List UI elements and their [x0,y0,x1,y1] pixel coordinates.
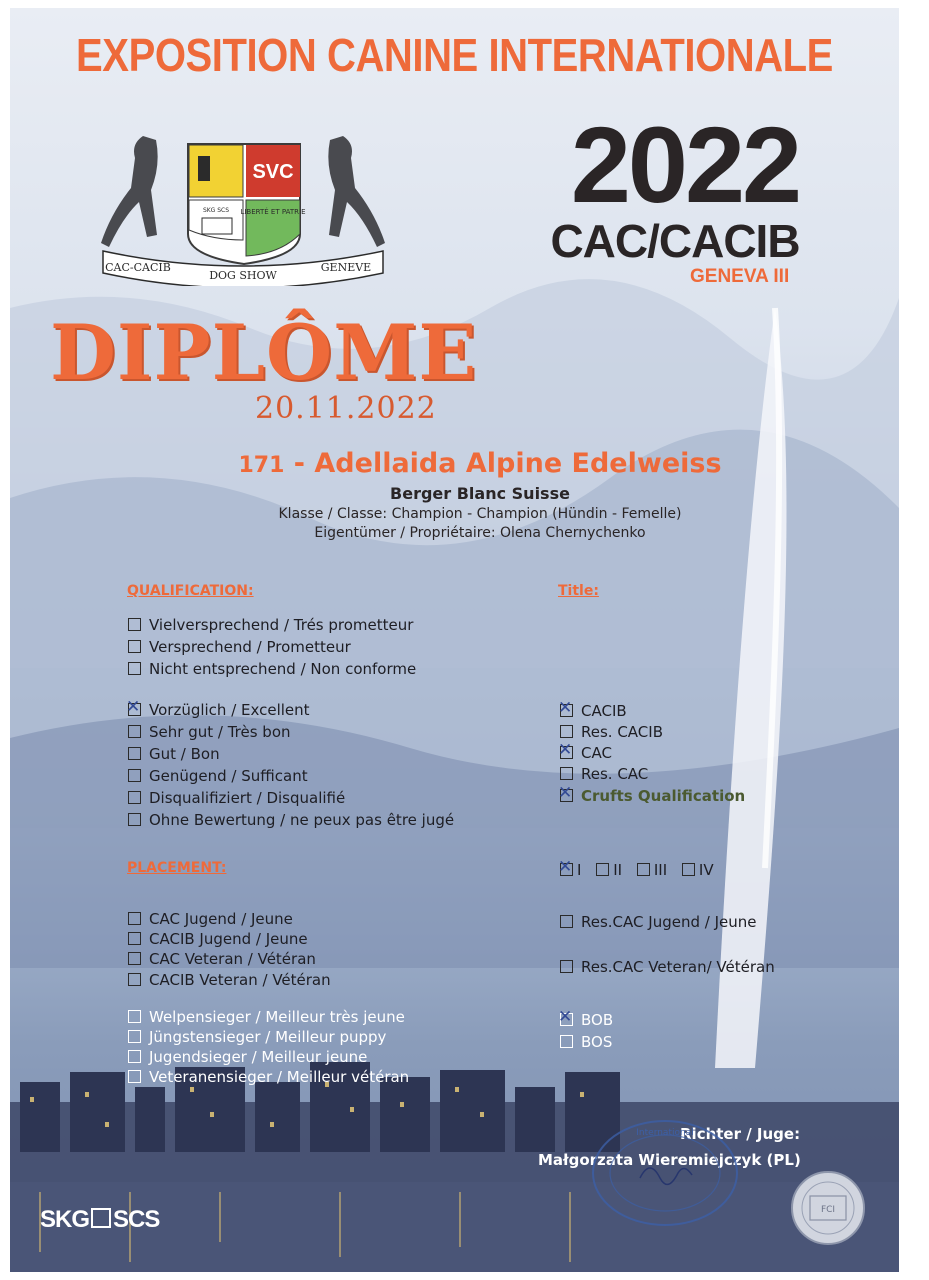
qualification-checkbox-item[interactable]: Versprechend / Prometteur [128,638,351,656]
checkbox[interactable] [560,915,573,928]
qualification-checkbox-item[interactable]: Disqualifiziert / Disqualifié [128,789,345,807]
svg-text:DOG SHOW: DOG SHOW [209,269,277,282]
checkbox[interactable] [560,767,573,780]
checkbox[interactable] [128,791,141,804]
checkbox[interactable] [128,1030,141,1043]
checkbox-checked[interactable] [560,746,573,759]
title-checkbox-item[interactable]: ✕Crufts Qualification [560,787,745,805]
qualification-heading: QUALIFICATION: [127,583,254,599]
checkbox[interactable] [560,725,573,738]
placement-checkbox-item[interactable]: Veteranensieger / Meilleur vétéran [128,1068,409,1086]
checkbox-checked[interactable] [560,789,573,802]
checkbox[interactable] [560,1035,573,1048]
greyhound-right-icon [328,136,385,247]
checkbox[interactable] [128,952,141,965]
svg-text:SVC: SVC [252,161,294,183]
qualification-checkbox-item[interactable]: Gut / Bon [128,745,220,763]
checkbox[interactable] [128,747,141,760]
checkbox[interactable] [128,1070,141,1083]
placement-checkbox-item[interactable]: CAC Veteran / Vétéran [128,950,316,968]
bob-checkbox-item[interactable]: ✕BOB [560,1011,613,1029]
placement-checkbox-item[interactable]: Jüngstensieger / Meilleur puppy [128,1028,386,1046]
qualification-checkbox-item[interactable]: Nicht entsprechend / Non conforme [128,660,416,678]
placement-heading: PLACEMENT: [127,860,227,876]
placement-checkbox-item[interactable]: Jugendsieger / Meilleur jeune [128,1048,367,1066]
checkbox[interactable] [128,1050,141,1063]
placement-checkbox-item[interactable]: CACIB Jugend / Jeune [128,930,308,948]
checkbox[interactable] [128,618,141,631]
placement-checkbox-item[interactable]: Welpensieger / Meilleur très jeune [128,1008,405,1026]
checkbox[interactable] [128,725,141,738]
checkbox[interactable] [128,973,141,986]
checkbox[interactable] [596,863,609,876]
greyhound-left-icon [101,136,158,247]
checkbox[interactable] [637,863,650,876]
bos-checkbox-item[interactable]: BOS [560,1033,612,1051]
dog-name: - Adellaida Alpine Edelweiss [293,448,722,479]
event-name: GENEVA III [690,266,790,287]
judge-stamp-signature [585,1113,745,1233]
judge-name: Małgorzata Wieremiejczyk (PL) [538,1151,801,1169]
qualification-checkbox-item[interactable]: Sehr gut / Très bon [128,723,291,741]
placement-checkbox-item[interactable]: Res.CAC Jugend / Jeune [560,913,756,931]
logo-separator-icon [91,1208,111,1228]
placement-checkbox-item[interactable]: Res.CAC Veteran/ Vétéran [560,958,775,976]
svg-text:International: International [636,1128,694,1138]
placement-checkbox-item[interactable]: CAC Jugend / Jeune [128,910,293,928]
svg-text:GENEVE: GENEVE [320,261,372,274]
class-line: Klasse / Classe: Champion - Champion (Hündin - Femelle) [278,506,682,522]
diploma-date: 20.11.2022 [255,391,437,426]
checkbox[interactable] [128,769,141,782]
checkbox[interactable] [128,912,141,925]
title-checkbox-item[interactable]: ✕CACIB [560,702,627,720]
diploma-sheet [10,8,899,1272]
checkbox-checked[interactable] [128,703,141,716]
checkbox[interactable] [128,932,141,945]
qualification-checkbox-item[interactable]: Vielversprechend / Trés prometteur [128,616,413,634]
dog-show-crest-logo [98,126,388,286]
title-heading: Title: [558,583,599,599]
checkbox[interactable] [128,1010,141,1023]
award-title: CAC/CACIB [550,215,800,267]
svg-text:FCI: FCI [820,1205,836,1215]
owner-line: Eigentümer / Propriétaire: Olena Chernychenko [314,525,646,541]
dog-breed: Berger Blanc Suisse [390,484,570,503]
qualification-checkbox-item[interactable]: Ohne Bewertung / ne peux pas être jugé [128,811,454,829]
diploma-title: DIPLÔME [50,308,478,397]
checkbox[interactable] [128,640,141,653]
show-year: 2022 [570,104,800,225]
qualification-checkbox-item[interactable]: Genügend / Sufficant [128,767,308,785]
checkbox-checked[interactable] [560,1013,573,1026]
judge-heading: Richter / Juge: [680,1125,801,1143]
svg-text:LIBERTÉ ET PATRIE: LIBERTÉ ET PATRIE [240,208,306,216]
dog-name-line [10,448,899,479]
svg-text:SKG SCS: SKG SCS [202,207,230,214]
title-checkbox-item[interactable]: Res. CAC [560,765,648,783]
qualification-checkbox-item[interactable]: ✕Vorzüglich / Excellent [128,701,310,719]
skg-scs-logo: SKG SCS [40,1206,160,1233]
checkbox-checked[interactable] [560,863,573,876]
exhibition-title: EXPOSITION CANINE INTERNATIONALE [76,29,833,81]
checkbox[interactable] [682,863,695,876]
fci-stamp-icon [788,1168,868,1248]
checkbox[interactable] [128,662,141,675]
catalog-number: 171 [238,453,285,478]
placement-ranks: ✕ I II III IV [560,861,724,879]
title-checkbox-item[interactable]: ✕CAC [560,744,612,762]
title-checkbox-item[interactable]: Res. CACIB [560,723,663,741]
svg-text:CAC-CACIB: CAC-CACIB [105,261,171,274]
checkbox[interactable] [128,813,141,826]
placement-checkbox-item[interactable]: CACIB Veteran / Vétéran [128,971,331,989]
checkbox[interactable] [560,960,573,973]
checkbox-checked[interactable] [560,704,573,717]
